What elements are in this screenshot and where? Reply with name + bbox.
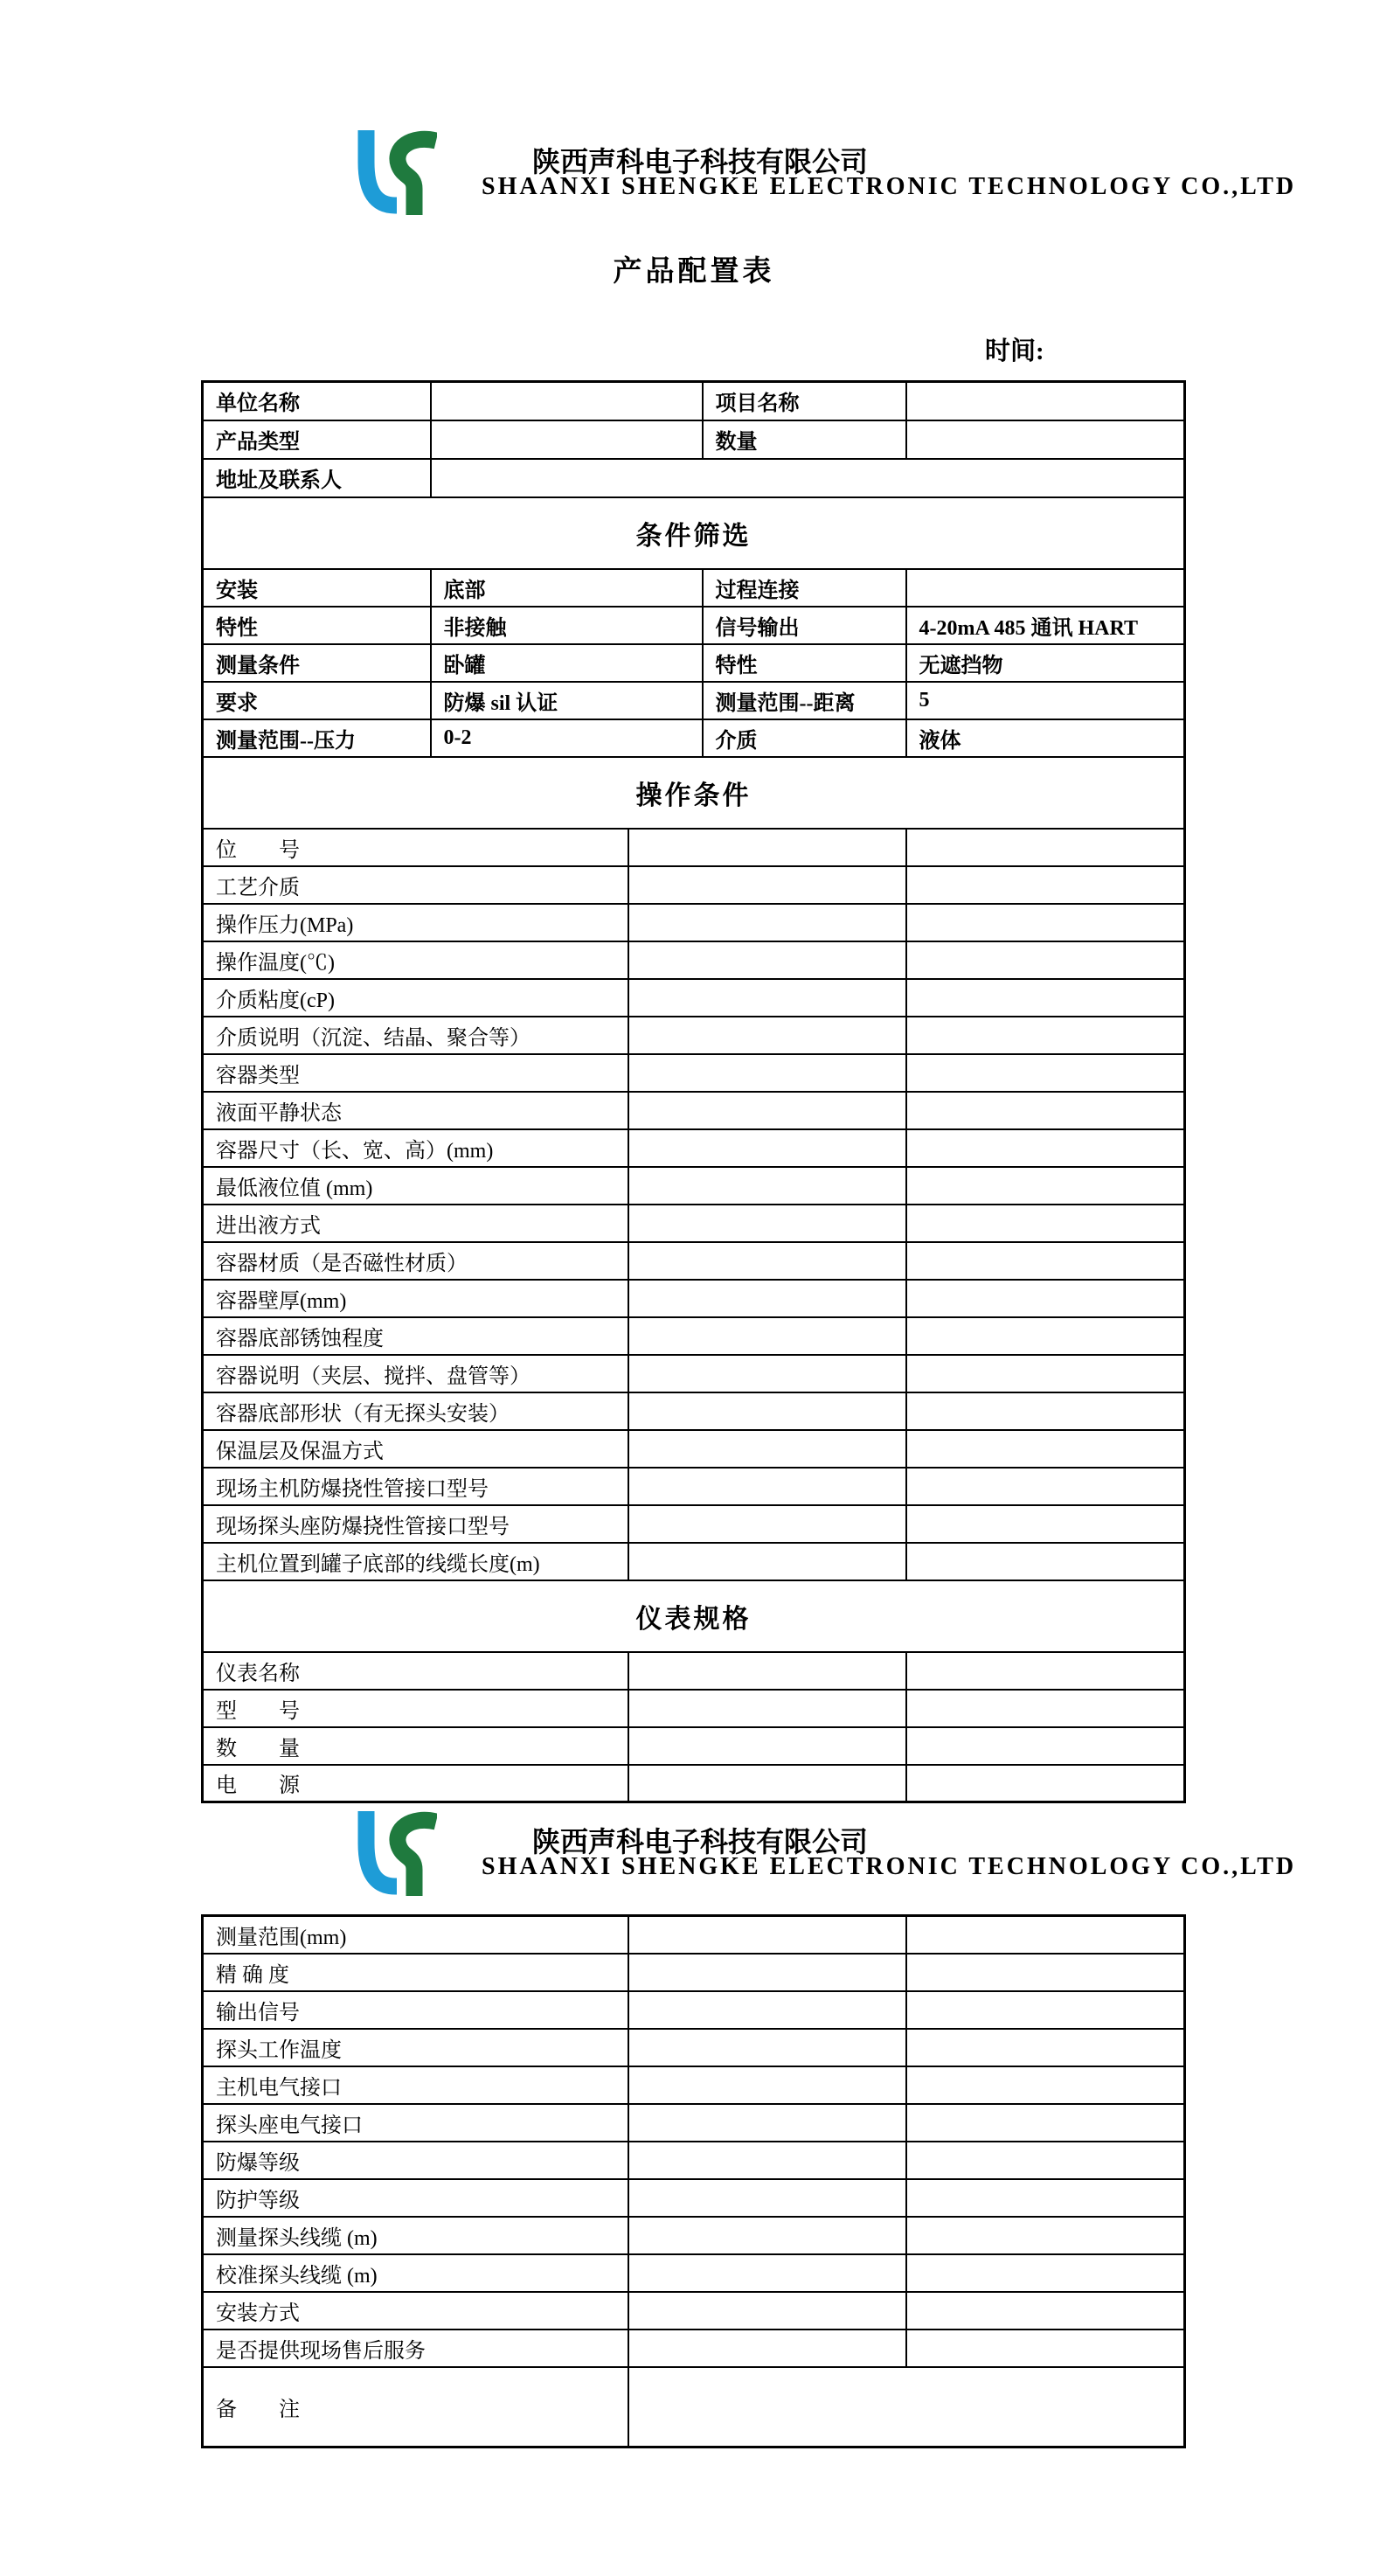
- table-row: [203, 1167, 1185, 1205]
- field-label: 是否提供现场售后服务: [203, 2330, 628, 2367]
- table-row: [203, 941, 1185, 979]
- field-value[interactable]: [628, 1468, 906, 1505]
- company-logo: [350, 129, 437, 217]
- field-value[interactable]: [628, 1765, 906, 1802]
- field-value[interactable]: [906, 1430, 1185, 1468]
- field-value[interactable]: [906, 2330, 1185, 2367]
- table-row: [203, 2330, 1185, 2367]
- company-name-cn: 陕西声科电子科技有限公司: [532, 146, 869, 177]
- field-label: 工艺介质: [203, 866, 628, 904]
- company-name-cn: 陕西声科电子科技有限公司: [532, 1826, 869, 1857]
- table-row: [203, 2179, 1185, 2217]
- table-row: [203, 719, 1185, 757]
- table-row: [203, 2292, 1185, 2330]
- field-value[interactable]: [906, 866, 1185, 904]
- table-row: [203, 2142, 1185, 2179]
- field-value[interactable]: [628, 2066, 906, 2104]
- table-row: [203, 497, 1185, 569]
- field-value[interactable]: [628, 1355, 906, 1392]
- field-value[interactable]: [906, 1017, 1185, 1054]
- field-value[interactable]: [906, 1505, 1185, 1543]
- field-label: 容器说明（夹层、搅拌、盘管等）: [203, 1355, 628, 1392]
- table-row: [203, 757, 1185, 829]
- field-value[interactable]: [628, 941, 906, 979]
- field-value[interactable]: [628, 1054, 906, 1092]
- field-value[interactable]: [628, 1727, 906, 1765]
- field-label: 液面平静状态: [203, 1092, 628, 1129]
- table-row: [203, 1280, 1185, 1317]
- field-label: 数 量: [203, 1727, 628, 1765]
- field-label: 单位名称: [203, 382, 431, 420]
- field-value[interactable]: [906, 941, 1185, 979]
- field-label: 数量: [703, 420, 906, 459]
- field-label: 测量范围--压力: [203, 719, 431, 757]
- table-row: [203, 1242, 1185, 1280]
- field-label: 安装: [203, 569, 431, 607]
- field-label: 位 号: [203, 829, 628, 866]
- field-value[interactable]: [906, 2066, 1185, 2104]
- field-value[interactable]: [628, 1205, 906, 1242]
- field-value[interactable]: [906, 1355, 1185, 1392]
- field-value[interactable]: 底部: [431, 569, 703, 607]
- table-row: [203, 979, 1185, 1017]
- company-name-en: SHAANXI SHENGKE ELECTRONIC TECHNOLOGY CO.,LTD: [482, 1853, 1297, 1880]
- table-row: [203, 1916, 1185, 1954]
- field-value[interactable]: 非接触: [431, 607, 703, 644]
- field-value[interactable]: [906, 420, 1185, 459]
- field-value[interactable]: [906, 1242, 1185, 1280]
- field-label: 测量探头线缆 (m): [203, 2217, 628, 2254]
- field-value[interactable]: [628, 1392, 906, 1430]
- field-label: 保温层及保温方式: [203, 1430, 628, 1468]
- field-label: 特性: [703, 644, 906, 682]
- table-row: [203, 1355, 1185, 1392]
- table-row: [203, 1317, 1185, 1355]
- field-label: 测量条件: [203, 644, 431, 682]
- field-value[interactable]: 0-2: [431, 719, 703, 757]
- field-value[interactable]: [906, 979, 1185, 1017]
- field-value[interactable]: [628, 1129, 906, 1167]
- field-value[interactable]: [906, 382, 1185, 420]
- table-row: [203, 2104, 1185, 2142]
- table-row: [203, 1580, 1185, 1652]
- field-value[interactable]: [628, 1317, 906, 1355]
- field-value[interactable]: [628, 866, 906, 904]
- section-banner: 仪表规格: [203, 1580, 1185, 1652]
- field-label: 介质: [703, 719, 906, 757]
- field-label: 探头座电气接口: [203, 2104, 628, 2142]
- field-value[interactable]: [906, 2292, 1185, 2330]
- field-value[interactable]: [906, 1690, 1185, 1727]
- field-value[interactable]: [906, 904, 1185, 941]
- field-value[interactable]: [906, 1543, 1185, 1580]
- field-value[interactable]: [906, 1317, 1185, 1355]
- field-value[interactable]: [628, 1092, 906, 1129]
- field-label: 项目名称: [703, 382, 906, 420]
- field-value[interactable]: [628, 1280, 906, 1317]
- field-value[interactable]: [906, 569, 1185, 607]
- table-row: [203, 420, 1185, 459]
- field-value[interactable]: [628, 979, 906, 1017]
- section-banner: 操作条件: [203, 757, 1185, 829]
- field-value[interactable]: [906, 2029, 1185, 2066]
- field-value[interactable]: [628, 1991, 906, 2029]
- table-row: [203, 607, 1185, 644]
- table-row: [203, 904, 1185, 941]
- field-value[interactable]: 4-20mA 485 通讯 HART: [906, 607, 1185, 644]
- field-label: 容器类型: [203, 1054, 628, 1092]
- field-value[interactable]: [628, 1652, 906, 1690]
- field-label: 防爆等级: [203, 2142, 628, 2179]
- field-value[interactable]: [628, 1505, 906, 1543]
- field-value[interactable]: [628, 2330, 906, 2367]
- field-label: 过程连接: [703, 569, 906, 607]
- field-label: 产品类型: [203, 420, 431, 459]
- field-value[interactable]: [906, 1991, 1185, 2029]
- table-row: [203, 1017, 1185, 1054]
- table-row: [203, 682, 1185, 719]
- table-row: [203, 2029, 1185, 2066]
- field-value[interactable]: [906, 2142, 1185, 2179]
- field-value[interactable]: 卧罐: [431, 644, 703, 682]
- field-value[interactable]: [906, 2254, 1185, 2292]
- field-label: 容器材质（是否磁性材质）: [203, 1242, 628, 1280]
- config-table: [201, 380, 1186, 1803]
- field-value[interactable]: [628, 1916, 906, 1954]
- table-row: [203, 1652, 1185, 1690]
- field-value[interactable]: [906, 2217, 1185, 2254]
- field-value[interactable]: [906, 1652, 1185, 1690]
- field-label: 容器底部锈蚀程度: [203, 1317, 628, 1355]
- field-value[interactable]: [906, 2104, 1185, 2142]
- field-value[interactable]: [906, 1765, 1185, 1802]
- field-label: 特性: [203, 607, 431, 644]
- company-name-en: SHAANXI SHENGKE ELECTRONIC TECHNOLOGY CO.,LTD: [482, 173, 1297, 200]
- field-value[interactable]: [628, 1017, 906, 1054]
- table-row: [203, 866, 1185, 904]
- table-row: [203, 1205, 1185, 1242]
- field-label: 信号输出: [703, 607, 906, 644]
- table-row: [203, 2367, 1185, 2448]
- table-row: [203, 1765, 1185, 1802]
- field-label: 备 注: [203, 2367, 628, 2448]
- table-row: [203, 1054, 1185, 1092]
- field-value[interactable]: [906, 1054, 1185, 1092]
- field-label: 主机位置到罐子底部的线缆长度(m): [203, 1543, 628, 1580]
- field-value[interactable]: [628, 2029, 906, 2066]
- field-label: 安装方式: [203, 2292, 628, 2330]
- field-value[interactable]: [628, 2179, 906, 2217]
- time-label: 时间:: [985, 337, 1044, 365]
- field-value[interactable]: [628, 1430, 906, 1468]
- spec-table: [201, 1914, 1186, 2448]
- field-label: 校准探头线缆 (m): [203, 2254, 628, 2292]
- table-row: [203, 1991, 1185, 2029]
- field-value[interactable]: 无遮挡物: [906, 644, 1185, 682]
- field-value[interactable]: [628, 829, 906, 866]
- field-label: 介质粘度(cP): [203, 979, 628, 1017]
- field-value[interactable]: [431, 420, 703, 459]
- field-label: 电 源: [203, 1765, 628, 1802]
- company-logo: [350, 1810, 437, 1898]
- field-value[interactable]: [628, 2367, 1185, 2448]
- field-value[interactable]: [906, 1954, 1185, 1991]
- field-label: 介质说明（沉淀、结晶、聚合等）: [203, 1017, 628, 1054]
- field-value[interactable]: [906, 1280, 1185, 1317]
- field-value[interactable]: [628, 2217, 906, 2254]
- table-row: [203, 1392, 1185, 1430]
- table-row: [203, 1129, 1185, 1167]
- field-value[interactable]: [628, 904, 906, 941]
- table-row: [203, 2066, 1185, 2104]
- field-value[interactable]: [628, 2142, 906, 2179]
- field-value[interactable]: [628, 1167, 906, 1205]
- table-row: [203, 1505, 1185, 1543]
- field-label: 现场主机防爆挠性管接口型号: [203, 1468, 628, 1505]
- field-value[interactable]: [628, 1954, 906, 1991]
- table-row: [203, 1954, 1185, 1991]
- table-row: [203, 829, 1185, 866]
- field-label: 仪表名称: [203, 1652, 628, 1690]
- field-value[interactable]: [628, 1242, 906, 1280]
- field-label: 输出信号: [203, 1991, 628, 2029]
- table-row: [203, 1430, 1185, 1468]
- field-value[interactable]: [906, 1468, 1185, 1505]
- field-label: 防护等级: [203, 2179, 628, 2217]
- field-value[interactable]: [906, 829, 1185, 866]
- field-label: 操作压力(MPa): [203, 904, 628, 941]
- table-row: [203, 1690, 1185, 1727]
- field-value[interactable]: 液体: [906, 719, 1185, 757]
- field-value[interactable]: [906, 1129, 1185, 1167]
- field-label: 要求: [203, 682, 431, 719]
- field-label: 地址及联系人: [203, 459, 431, 497]
- table-row: [203, 2217, 1185, 2254]
- field-value[interactable]: [906, 1916, 1185, 1954]
- field-value[interactable]: [628, 2254, 906, 2292]
- field-value[interactable]: [906, 2179, 1185, 2217]
- field-value[interactable]: [906, 1392, 1185, 1430]
- field-value[interactable]: [628, 2292, 906, 2330]
- field-value[interactable]: [431, 382, 703, 420]
- field-value[interactable]: [628, 1690, 906, 1727]
- field-label: 测量范围--距离: [703, 682, 906, 719]
- table-row: [203, 569, 1185, 607]
- field-label: 精 确 度: [203, 1954, 628, 1991]
- table-row: [203, 1727, 1185, 1765]
- field-label: 容器壁厚(mm): [203, 1280, 628, 1317]
- field-label: 容器底部形状（有无探头安装）: [203, 1392, 628, 1430]
- page-title: 产品配置表: [613, 256, 775, 288]
- field-value[interactable]: [906, 1727, 1185, 1765]
- table-row: [203, 1543, 1185, 1580]
- field-label: 现场探头座防爆挠性管接口型号: [203, 1505, 628, 1543]
- field-label: 测量范围(mm): [203, 1916, 628, 1954]
- field-value[interactable]: [906, 1092, 1185, 1129]
- table-row: [203, 2254, 1185, 2292]
- field-value[interactable]: 防爆 sil 认证: [431, 682, 703, 719]
- table-row: [203, 1468, 1185, 1505]
- field-label: 容器尺寸（长、宽、高）(mm): [203, 1129, 628, 1167]
- field-value[interactable]: 5: [906, 682, 1185, 719]
- table-row: [203, 644, 1185, 682]
- field-value[interactable]: [628, 2104, 906, 2142]
- field-label: 进出液方式: [203, 1205, 628, 1242]
- field-value[interactable]: [431, 459, 1185, 497]
- field-value[interactable]: [906, 1205, 1185, 1242]
- section-banner: 条件筛选: [203, 497, 1185, 569]
- field-label: 最低液位值 (mm): [203, 1167, 628, 1205]
- field-label: 型 号: [203, 1690, 628, 1727]
- table-row: [203, 459, 1185, 497]
- field-label: 操作温度(℃): [203, 941, 628, 979]
- field-value[interactable]: [628, 1543, 906, 1580]
- table-row: [203, 382, 1185, 420]
- table-row: [203, 1092, 1185, 1129]
- field-label: 主机电气接口: [203, 2066, 628, 2104]
- field-label: 探头工作温度: [203, 2029, 628, 2066]
- field-value[interactable]: [906, 1167, 1185, 1205]
